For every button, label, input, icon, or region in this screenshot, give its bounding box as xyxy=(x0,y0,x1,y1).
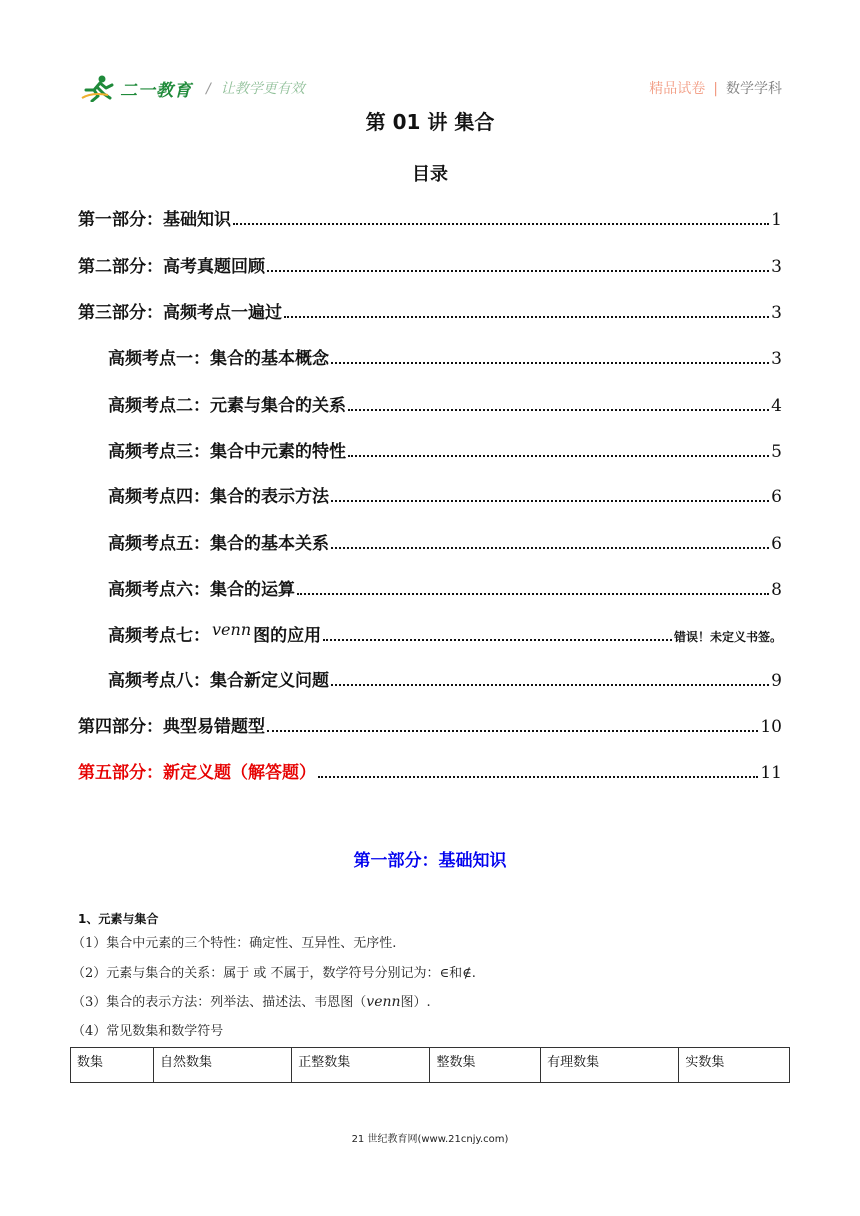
slogan xyxy=(206,78,305,98)
toc-entry[interactable] xyxy=(108,621,782,647)
table-cell: 整数集 xyxy=(430,1048,541,1083)
toc-entry[interactable] xyxy=(108,391,782,417)
header-label-1: 精品试卷 xyxy=(649,81,706,97)
toc-page-number: 3 xyxy=(771,303,782,323)
toc-leader-dots xyxy=(267,730,758,732)
table-cell: 自然数集 xyxy=(153,1048,291,1083)
toc-page-error: 错误！未定义书签。 xyxy=(673,630,782,644)
table-cell: 正整数集 xyxy=(292,1048,430,1083)
brand-name: 二一教育 xyxy=(120,80,192,101)
toc-entry-highlighted[interactable] xyxy=(78,758,782,784)
toc-leader-dots xyxy=(323,639,672,641)
table-cell: 实数集 xyxy=(679,1048,790,1083)
toc-entry-label: 第一部分：基础知识 xyxy=(78,210,231,230)
paragraph-1: （1）集合中元素的三个特性：确定性、互异性、无序性. xyxy=(72,936,397,951)
toc-page-number: 9 xyxy=(771,671,782,691)
toc-leader-dots xyxy=(331,547,769,549)
slogan-slash: / xyxy=(206,81,211,97)
table-cell: 有理数集 xyxy=(541,1048,679,1083)
toc-page-number: 1 xyxy=(771,210,782,230)
paragraph-2: （2）元素与集合的关系：属于 或 不属于，数学符号分别记为：∈和∉. xyxy=(72,966,476,981)
subsection-heading: 1、元素与集合 xyxy=(78,912,159,926)
toc-page-number: 6 xyxy=(771,534,782,554)
paragraph-3-text: （3）集合的表示方法：列举法、描述法、韦恩图（ xyxy=(72,995,367,1010)
toc-page-number: 6 xyxy=(771,487,782,507)
toc-entry[interactable] xyxy=(108,666,782,692)
table-cell: 数集 xyxy=(71,1048,154,1083)
toc-page-number: 5 xyxy=(771,442,782,462)
toc-entry-label: 高频考点四：集合的表示方法 xyxy=(108,487,329,507)
toc-leader-dots xyxy=(331,500,769,502)
toc-entry-label: 第二部分：高考真题回顾 xyxy=(78,257,265,277)
toc-leader-dots xyxy=(284,316,769,318)
toc-heading: 目录 xyxy=(412,164,448,185)
toc-page-number: 8 xyxy=(771,580,782,600)
toc-entry-label: 第三部分：高频考点一遍过 xyxy=(78,303,282,323)
toc-leader-dots xyxy=(233,223,769,225)
toc-entry[interactable] xyxy=(108,575,782,601)
toc-entry[interactable] xyxy=(78,252,782,278)
toc-entry[interactable] xyxy=(108,344,782,370)
toc-entry-label-prefix: 高频考点七： xyxy=(108,626,210,646)
toc-entry-label: 第四部分：典型易错题型 xyxy=(78,717,265,737)
toc-page-number: 10 xyxy=(760,717,782,737)
toc-page-number: 3 xyxy=(771,349,782,369)
toc-leader-dots xyxy=(331,362,769,364)
toc-leader-dots xyxy=(318,776,758,778)
header-separator: | xyxy=(713,81,718,97)
paragraph-3 xyxy=(72,991,431,1010)
toc-leader-dots xyxy=(297,593,769,595)
toc-leader-dots xyxy=(348,455,769,457)
toc-entry[interactable] xyxy=(108,529,782,555)
toc-entry-label-suffix: 图的应用 xyxy=(253,626,322,646)
document-title: 第 01 讲 集合 xyxy=(365,110,495,134)
runner-logo-icon xyxy=(78,74,118,102)
toc-entry-label: 高频考点八：集合新定义问题 xyxy=(108,671,329,691)
toc-entry[interactable] xyxy=(78,298,782,324)
toc-leader-dots xyxy=(331,684,769,686)
toc-entry-label-italic: venn xyxy=(212,620,252,639)
toc-entry[interactable] xyxy=(78,712,782,738)
logo xyxy=(78,74,305,102)
paragraph-4: （4）常见数集和数学符号 xyxy=(72,1024,224,1039)
toc-entry[interactable] xyxy=(78,205,782,231)
number-sets-table xyxy=(70,1047,790,1083)
toc-entry-label: 高频考点二：元素与集合的关系 xyxy=(108,396,346,416)
toc-entry-label: 高频考点一：集合的基本概念 xyxy=(108,349,329,369)
toc-entry-label: 高频考点三：集合中元素的特性 xyxy=(108,442,346,462)
page-header xyxy=(78,68,782,104)
paragraph-3-italic: venn xyxy=(366,994,401,1010)
toc-entry[interactable] xyxy=(108,437,782,463)
header-subject xyxy=(649,78,782,98)
section-heading: 第一部分：基础知识 xyxy=(353,851,507,871)
toc-page-number: 3 xyxy=(771,257,782,277)
slogan-text: 让教学更有效 xyxy=(220,81,305,97)
toc-entry-label: 第五部分：新定义题（解答题） xyxy=(78,763,316,783)
table-row xyxy=(71,1048,790,1083)
header-label-2: 数学学科 xyxy=(726,81,782,97)
toc-entry-label: 高频考点五：集合的基本关系 xyxy=(108,534,329,554)
page-footer: 21 世纪教育网(www.21cnjy.com) xyxy=(351,1134,509,1145)
toc-entry-label: 高频考点六：集合的运算 xyxy=(108,580,295,600)
toc-entry-label xyxy=(108,621,321,646)
toc-page-number: 11 xyxy=(760,763,782,783)
toc-entry[interactable] xyxy=(108,482,782,508)
toc-page-number: 4 xyxy=(771,396,782,416)
paragraph-3-suffix: 图）. xyxy=(400,995,431,1010)
toc-leader-dots xyxy=(267,270,769,272)
toc-leader-dots xyxy=(348,409,769,411)
